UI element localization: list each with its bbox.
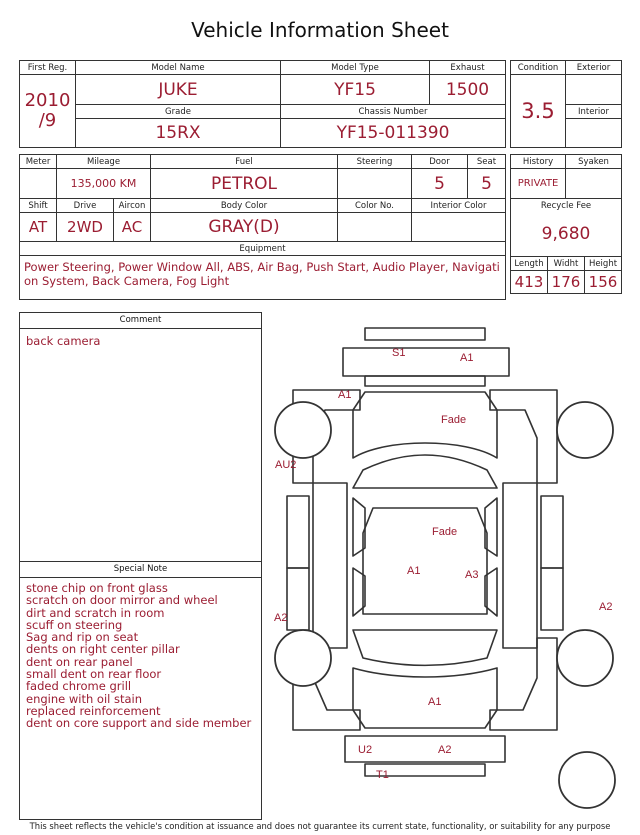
model-type-label: Model Type: [281, 61, 430, 75]
interior-value: [566, 119, 622, 148]
damage-mark-a3: A3: [465, 569, 479, 581]
door-label: Door: [412, 155, 468, 169]
chassis-value: YF15-011390: [281, 119, 506, 148]
special-note-item: dents on right center pillar: [26, 642, 180, 657]
shift-label: Shift: [20, 199, 57, 213]
shift-value: AT: [20, 213, 57, 242]
height-label: Height: [585, 257, 622, 271]
meter-label: Meter: [20, 155, 57, 169]
aircon-value: AC: [114, 213, 151, 242]
mileage-value: 135,000 KM: [57, 169, 151, 199]
special-note-label: Special Note: [113, 564, 168, 574]
spare-wheel: [559, 752, 615, 808]
damage-mark-a2: A2: [438, 744, 452, 756]
special-note-list: [20, 578, 261, 730]
body-color-value: GRAY(D): [151, 213, 338, 242]
door-value: 5: [412, 169, 468, 199]
wheel-front-left: [275, 402, 331, 458]
aircon-label: Aircon: [114, 199, 151, 213]
width-label: Widht: [548, 257, 585, 271]
special-note-item: dent on core support and side member: [26, 716, 252, 731]
width-value: 176: [548, 271, 585, 294]
front-grille-strip: [365, 376, 485, 386]
special-note-item: Sag and rip on seat: [26, 630, 139, 645]
fuel-label: Fuel: [151, 155, 338, 169]
equipment-label: Equipment: [20, 242, 506, 256]
wheel-front-right: [557, 402, 613, 458]
hood: [353, 392, 497, 458]
wheel-rear-right: [557, 630, 613, 686]
model-name-value: JUKE: [76, 75, 281, 105]
damage-mark-a1: A1: [428, 696, 442, 708]
wheel-rear-left: [275, 630, 331, 686]
length-label: Length: [511, 257, 548, 271]
rear-window: [353, 630, 497, 666]
right-rear-fender: [490, 638, 557, 730]
special-note-item: scuff on steering: [26, 617, 123, 632]
condition-table: [510, 60, 622, 148]
drive-label: Drive: [57, 199, 114, 213]
recycle-fee-value: 9,680: [511, 213, 622, 257]
exterior-value: [566, 75, 622, 105]
car-damage-diagram: [265, 318, 625, 818]
comment-text: back camera: [26, 334, 101, 348]
first-reg-label: First Reg.: [20, 61, 76, 75]
grade-value: 15RX: [76, 119, 281, 148]
special-note-header: [20, 561, 261, 578]
right-rear-door-outer: [541, 568, 563, 630]
special-note-item: replaced reinforcement: [26, 703, 161, 718]
history-label: History: [511, 155, 566, 169]
damage-mark-t1: T1: [376, 769, 389, 781]
comment-header: [20, 313, 261, 329]
history-value: PRIVATE: [511, 169, 566, 199]
right-front-fender: [490, 390, 557, 483]
right-side-panel: [503, 483, 537, 648]
spec-table: [19, 154, 506, 300]
interior-label: Interior: [566, 105, 622, 119]
length-value: 413: [511, 271, 548, 294]
fuel-value: PETROL: [151, 169, 338, 199]
damage-mark-a2: A2: [599, 601, 613, 613]
damage-mark-a2: A2: [274, 612, 288, 624]
mileage-label: Mileage: [57, 155, 151, 169]
damage-mark-fade: Fade: [441, 414, 467, 426]
steering-label: Steering: [338, 155, 412, 169]
grade-label: Grade: [76, 105, 281, 119]
color-no-label: Color No.: [338, 199, 412, 213]
interior-color-label: Interior Color: [412, 199, 506, 213]
roof: [363, 508, 487, 614]
right-front-door-outer: [541, 496, 563, 568]
windshield: [353, 455, 497, 488]
steering-value: [338, 169, 412, 199]
left-rear-door-outer: [287, 568, 309, 630]
chassis-label: Chassis Number: [281, 105, 506, 119]
damage-mark-u2: U2: [358, 744, 373, 756]
model-type-value: YF15: [281, 75, 430, 105]
interior-color-value: [412, 213, 506, 242]
damage-mark-a1: A1: [338, 389, 352, 401]
special-note-item: dent on rear panel: [26, 654, 133, 669]
damage-mark-fade: Fade: [432, 526, 458, 538]
damage-mark-s1: S1: [392, 347, 406, 359]
comment-label: Comment: [119, 315, 162, 325]
model-name-label: Model Name: [76, 61, 281, 75]
history-table: [510, 154, 622, 294]
height-value: 156: [585, 271, 622, 294]
seat-value: 5: [468, 169, 506, 199]
special-note-item: dirt and scratch in room: [26, 605, 165, 620]
exhaust-value: 1500: [430, 75, 506, 105]
first-reg-year: 2010: [24, 90, 71, 111]
first-reg-month: /9: [38, 110, 57, 131]
recycle-fee-label: Recycle Fee: [511, 199, 622, 213]
special-note-item: stone chip on front glass: [26, 581, 168, 595]
left-side-panel: [313, 483, 347, 648]
body-color-label: Body Color: [151, 199, 338, 213]
damage-mark-a1: A1: [460, 352, 474, 364]
front-bumper: [343, 348, 509, 376]
first-reg-value: [20, 75, 76, 148]
special-note-item: small dent on rear floor: [26, 667, 162, 682]
special-note-item: scratch on door mirror and wheel: [26, 593, 218, 608]
meter-value: [20, 169, 57, 199]
trunk: [353, 668, 497, 728]
syaken-value: [566, 169, 622, 199]
damage-mark-au2: AU2: [275, 459, 297, 471]
drive-value: 2WD: [57, 213, 114, 242]
equipment-value: Power Steering, Power Window All, ABS, Air Bag, Push Start, Audio Player, Navigation System, Back Camera, Fog Light: [24, 260, 500, 288]
exterior-label: Exterior: [566, 61, 622, 75]
damage-mark-a1: A1: [407, 565, 421, 577]
syaken-label: Syaken: [566, 155, 622, 169]
special-note-item: faded chrome grill: [26, 679, 132, 694]
exhaust-label: Exhaust: [430, 61, 506, 75]
sheet-title: Vehicle Information Sheet: [191, 18, 449, 42]
condition-value: 3.5: [511, 75, 566, 148]
front-top-strip: [365, 328, 485, 340]
condition-label: Condition: [511, 61, 566, 75]
color-no-value: [338, 213, 412, 242]
left-front-door-outer: [287, 496, 309, 568]
notes-panel: [19, 312, 262, 820]
special-note-item: engine with oil stain: [26, 691, 143, 706]
model-info-table: [19, 60, 506, 148]
seat-label: Seat: [468, 155, 506, 169]
disclaimer-footer: This sheet reflects the vehicle's condition at issuance and does not guarantee its current state, functionality, or suitability for any purpose: [29, 821, 611, 831]
